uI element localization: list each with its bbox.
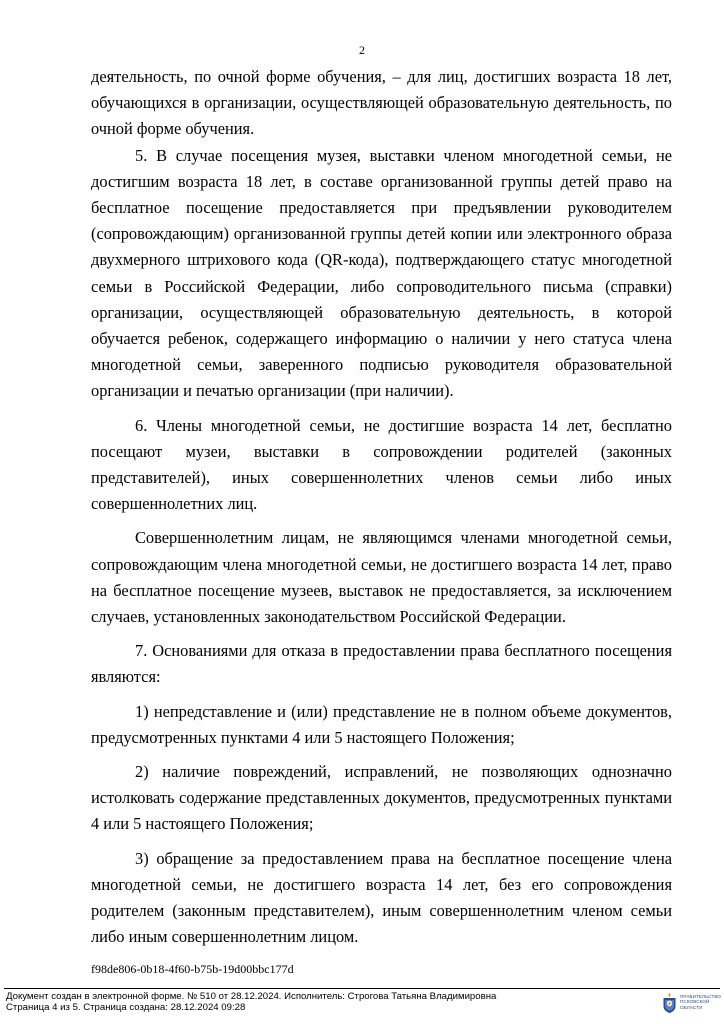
coat-of-arms-icon xyxy=(662,992,677,1014)
paragraph-subitem-1: 1) непредставление и (или) представление не в полном объеме документов, предусмотренных пунктами 4 или 5 настоящего Положения; xyxy=(91,701,672,747)
document-body xyxy=(91,64,672,951)
paragraph-item-7: 7. Основаниями для отказа в предоставлении права бесплатного посещения являются: xyxy=(91,641,672,687)
footer-line-2: Страница 4 из 5. Страница создана: 28.12.2024 09:28 xyxy=(6,1002,246,1013)
page-number: 2 xyxy=(359,43,365,57)
government-logo xyxy=(662,991,722,1017)
paragraph-subitem-2: 2) наличие повреждений, исправлений, не позволяющих однозначно истолковать содержание представленных документов, предусмотренных пунктами 4 или 5 настоящего Положения; xyxy=(91,762,672,834)
document-hash: f98de806-0b18-4f60-b75b-19d00bbc177d xyxy=(91,962,294,976)
paragraph-continuation: деятельность, по очной форме обучения, – для лиц, достигших возраста 18 лет, обучающихся в организации, осуществляющей образовательную деятельность, по очной форме обучения. xyxy=(91,67,672,139)
paragraph-adults-note: Совершеннолетним лицам, не являющимся членами многодетной семьи, сопровождающим члена многодетной семьи, не достигшего возраста 14 лет, право на бесплатное посещение музеев, выставок не предоставляется, за исключением случаев, установленных законодательством Российской Федерации. xyxy=(91,528,672,627)
paragraph-item-5: 5. В случае посещения музея, выставки членом многодетной семьи, не достигшим возраста 18 лет, в составе организованной группы детей право на бесплатное посещение предоставляется при предъявлении руководителем (сопровождающим) организованной группы детей копии или электронного образа двухмерного штрихового кода (QR-кода), подтверждающего статус многодетной семьи в Российской Федерации, либо сопроводительного письма (справки) организации, осуществляющей образовательную деятельность, в которой обучается ребенок, содержащего информацию о наличии у него статуса члена многодетной семьи, заверенного подписью руководителя образовательной организации и печатью организации (при наличии). xyxy=(91,145,672,401)
logo-caption: ПРАВИТЕЛЬСТВО ПСКОВСКОЙ ОБЛАСТИ xyxy=(680,994,722,1010)
paragraph-item-6: 6. Члены многодетной семьи, не достигшие возраста 14 лет, бесплатно посещают музеи, выставки в сопровождении родителей (законных представителей), иных совершеннолетних членов семьи либо иных совершеннолетних лиц. xyxy=(91,415,672,514)
footer-line-1: Документ создан в электронной форме. № 510 от 28.12.2024. Исполнитель: Строгова Татьяна Владимировна xyxy=(6,991,497,1002)
footer-divider xyxy=(4,988,720,989)
paragraph-subitem-3: 3) обращение за предоставлением права на бесплатное посещение члена многодетной семьи, не достигшего возраста 14 лет, без его сопровождения родителем (законным представителем), иным совершеннолетним членом семьи либо иным совершеннолетним лицом. xyxy=(91,848,672,947)
footer-info xyxy=(6,991,496,1013)
